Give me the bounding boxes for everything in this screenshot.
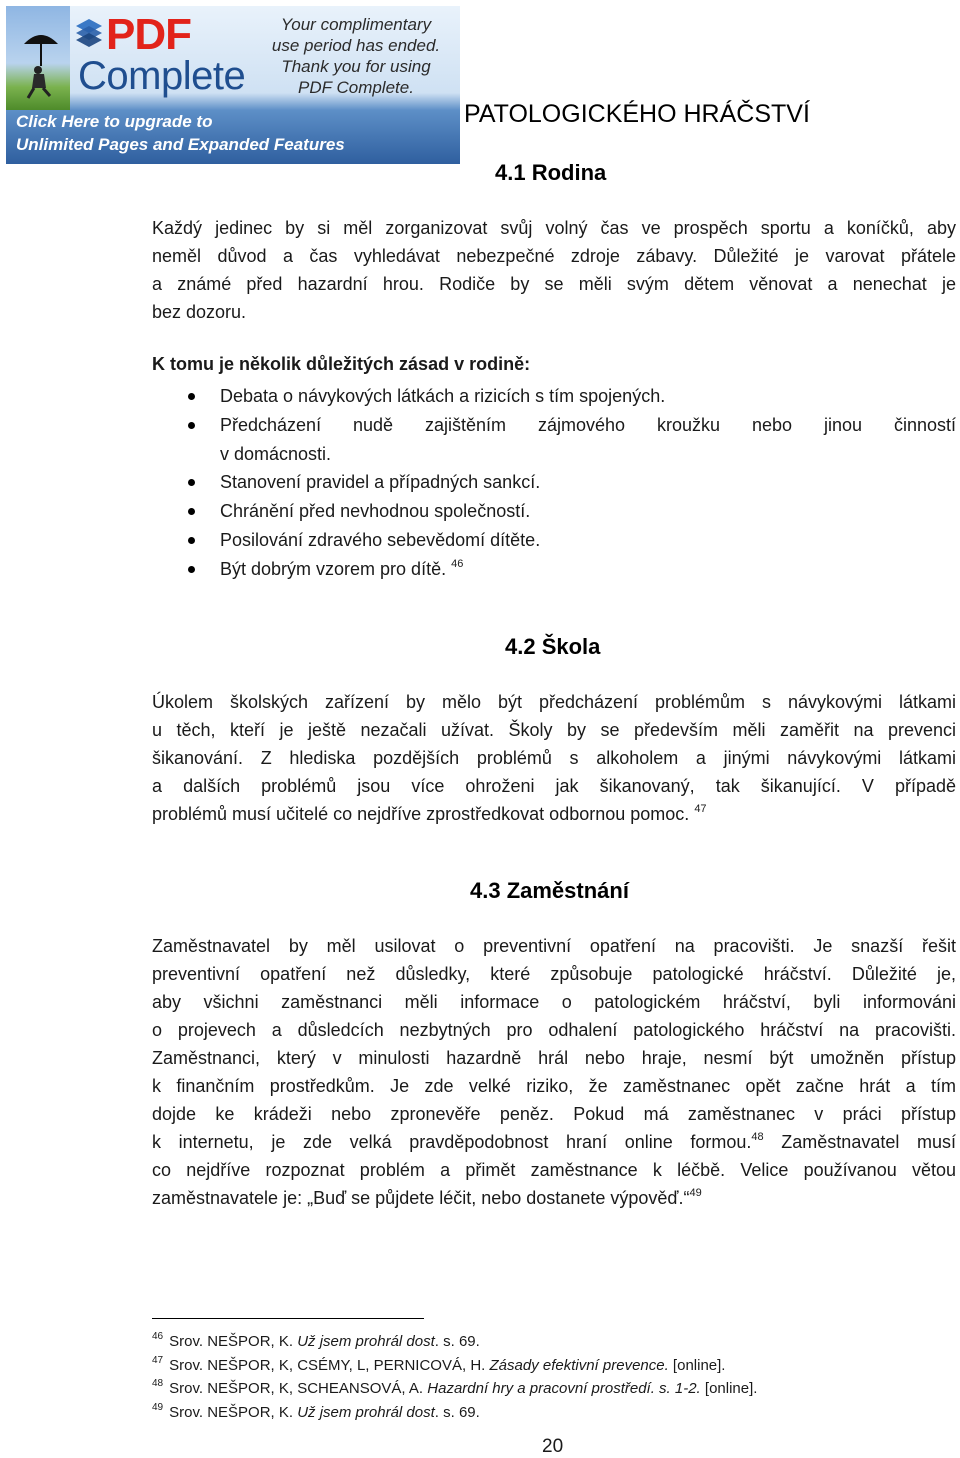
trial-ended-notice <box>258 14 454 98</box>
family-principles-list <box>152 382 956 584</box>
notice-line: use period has ended. <box>271 36 441 55</box>
footnote <box>152 1401 757 1425</box>
paragraph-line <box>152 1184 956 1212</box>
paragraph-line: u těch, kteří je ještě nezačali užívat. Školy by se především měli zaměřit na prevenci <box>152 720 956 740</box>
paragraph-line: Zaměstnanci, který v minulosti hazardně hrál nebo hraje, nesmí být umožněn přístup <box>152 1048 956 1068</box>
footnote-ref[interactable]: 48 <box>751 1131 764 1143</box>
paragraph-line: k finančním prostředkům. Je zde velké riziko, že zaměstnanec opět začne hrát a tím <box>152 1076 956 1096</box>
paragraph-line: Úkolem školských zařízení by mělo být předcházení problémům s návykovými látkami <box>152 692 956 712</box>
bullet-icon <box>188 508 195 515</box>
bullet-icon <box>188 422 195 429</box>
list-item <box>152 382 956 411</box>
paragraph-text: zaměstnavatele je: „Buď se půjdete léčit, nebo dostanete výpověď.“ <box>152 1188 690 1208</box>
banner-image <box>6 6 70 110</box>
footnote <box>152 1354 757 1378</box>
upgrade-line[interactable]: Click Here to upgrade to <box>16 112 213 131</box>
list-item <box>152 497 956 526</box>
footnote-text: Srov. NEŠPOR, K, SCHEANSOVÁ, A. <box>169 1380 428 1397</box>
footnote <box>152 1377 757 1401</box>
bullet-icon <box>188 479 195 486</box>
footnote-text: [online]. <box>700 1380 758 1397</box>
notice-line: Thank you for using <box>281 57 431 76</box>
footnote-separator <box>152 1318 424 1319</box>
list-item-text: Posilování zdravého sebevědomí dítěte. <box>220 529 541 550</box>
list-item-text: Být dobrým vzorem pro dítě. <box>220 558 447 579</box>
paragraph-line: bez dozoru. <box>152 302 247 322</box>
paragraph-line: co nejdříve rozpoznat problém a přimět zaměstnance k léčbě. Velice používanou větou <box>152 1160 956 1180</box>
paragraph-line: Zaměstnavatel by měl usilovat o preventivní opatření na pracovišti. Je snazší řešit <box>152 936 956 956</box>
list-item-text: v domácnosti. <box>220 443 332 464</box>
bullet-icon <box>188 566 195 573</box>
paragraph-line: a známé před hazardní hrou. Rodiče by se měli svým dětem věnovat a nenechat je <box>152 274 956 294</box>
page-number: 20 <box>542 1436 564 1457</box>
paragraph-text: problémů musí učitelé co nejdříve zprostředkovat odbornou pomoc. <box>152 804 690 824</box>
upgrade-line[interactable]: Unlimited Pages and Expanded Features <box>16 135 345 154</box>
notice-line: Your complimentary <box>280 15 432 34</box>
pdf-complete-logo-icon <box>72 16 106 50</box>
paragraph-line: neměl důvod a čas vyhledávat nebezpečné zdroje zábavy. Důležité je varovat přátele <box>152 246 956 266</box>
list-item <box>152 526 956 555</box>
paragraph-line: a dalších problémů jsou více ohroženi jak šikanovaný, tak šikanující. V případě <box>152 776 956 796</box>
footnote-title: Už jsem prohrál dost <box>297 1333 435 1350</box>
paragraph-line: aby všichni zaměstnanci měli informace o patologickém hráčství, byli informováni <box>152 992 956 1012</box>
footnote-ref[interactable]: 46 <box>451 557 464 570</box>
chapter-title: PATOLOGICKÉHO HRÁČSTVÍ <box>464 100 810 128</box>
list-item-text: Předcházení nudě zajištěním zájmového kroužku nebo jinou činností <box>220 414 956 435</box>
paragraph-line: šikanování. Z hlediska pozdějších problémů s alkoholem a jinými návykovými látkami <box>152 748 956 768</box>
section-heading-skola: 4.2 Škola <box>505 634 601 659</box>
footnote-number: 48 <box>152 1378 164 1389</box>
footnote-number: 47 <box>152 1354 164 1366</box>
footnote-number: 49 <box>152 1401 164 1413</box>
footnote-text: . s. 69. <box>434 1403 480 1421</box>
pdf-complete-upgrade-banner[interactable] <box>6 6 460 164</box>
footnote-ref[interactable]: 49 <box>689 1187 702 1199</box>
paragraph-line <box>152 800 956 828</box>
list-item-text: Stanovení pravidel a případných sankcí. <box>220 472 541 493</box>
footnotes <box>152 1330 757 1424</box>
paragraph-text: Zaměstnavatel musí <box>763 1132 956 1152</box>
notice-line: PDF Complete. <box>298 78 414 97</box>
brand-pdf: PDF <box>106 10 191 59</box>
bullet-icon <box>188 537 195 544</box>
footnote-number: 46 <box>152 1331 164 1342</box>
footnote <box>152 1330 757 1354</box>
paragraph-line <box>152 1128 956 1156</box>
footnote-title: Hazardní hry a pracovní prostředí. s. 1-2. <box>427 1380 701 1397</box>
section-heading-zamestnani: 4.3 Zaměstnání <box>470 878 629 903</box>
list-item <box>152 555 956 584</box>
paragraph-skola <box>152 688 956 828</box>
footnote-title: Zásady efektivní prevence. <box>489 1356 669 1374</box>
footnote-text: . s. 69. <box>434 1333 480 1350</box>
paragraph-rodina <box>152 214 956 326</box>
paragraph-line: dojde ke krádeži nebo zpronevěře peněz. Pokud má zaměstnanec v práci přístup <box>152 1104 956 1124</box>
footnote-text: Srov. NEŠPOR, K, CSÉMY, L, PERNICOVÁ, H. <box>169 1356 490 1374</box>
footnote-text: Srov. NEŠPOR, K. <box>169 1333 298 1350</box>
paragraph-line: preventivní opatření než důsledky, které způsobuje patologické hráčství. Důležité je, <box>152 964 956 984</box>
list-item <box>152 468 956 497</box>
list-item-text: Debata o návykových látkách a rizicích s tím spojených. <box>220 386 666 406</box>
brand-complete: Complete <box>78 54 246 98</box>
list-item-text: Chránění před nevhodnou společností. <box>220 501 531 522</box>
paragraph-line: o projevech a důsledcích nezbytných pro odhalení patologického hráčství na pracovišti. <box>152 1020 956 1040</box>
section-heading-rodina: 4.1 Rodina <box>495 160 607 185</box>
list-item <box>152 411 956 469</box>
principles-lead: K tomu je několik důležitých zásad v rodině: <box>152 354 531 374</box>
umbrella-figure-icon <box>16 22 66 102</box>
paragraph-line: Každý jedinec by si měl zorganizovat svůj volný čas ve prospěch sportu a koníčků, aby <box>152 218 956 238</box>
footnote-title: Už jsem prohrál dost <box>297 1403 435 1421</box>
paragraph-zamestnani <box>152 932 956 1212</box>
footnote-text: [online]. <box>668 1356 726 1374</box>
bullet-icon <box>188 393 195 400</box>
upgrade-link[interactable] <box>16 110 345 156</box>
footnote-ref[interactable]: 47 <box>694 803 707 815</box>
footnote-text: Srov. NEŠPOR, K. <box>169 1403 298 1421</box>
paragraph-text: k internetu, je zde velká pravděpodobnost hraní online formou. <box>152 1132 752 1152</box>
